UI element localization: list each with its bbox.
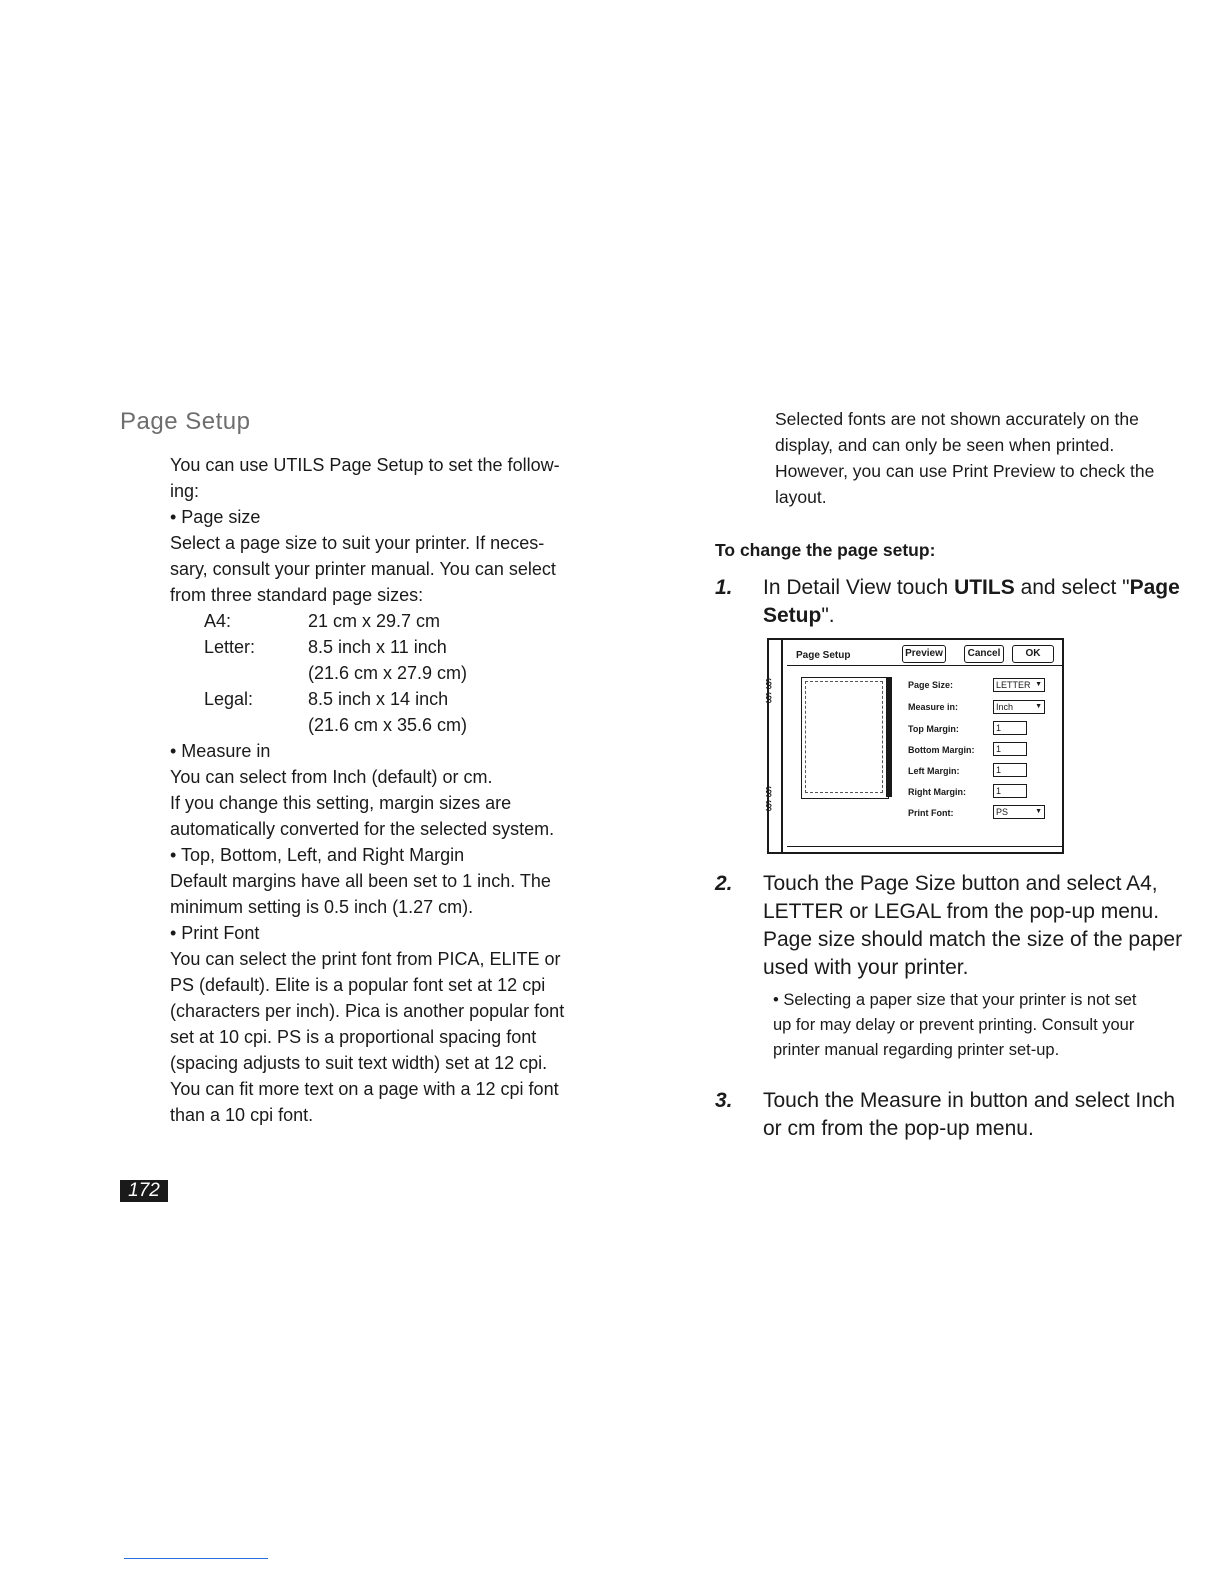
ring-icon: § [765, 676, 773, 691]
size-value: 8.5 inch x 14 inch [308, 689, 449, 709]
step-line: used with your printer. [763, 956, 969, 979]
page-size-label: Page Size: [908, 680, 954, 690]
bullet-font: • Print Font [170, 923, 260, 943]
size-value: 21 cm x 29.7 cm [308, 611, 441, 631]
note-line: Selected fonts are not shown accurately on the [775, 409, 1139, 429]
step-note [773, 988, 1203, 1063]
size-row-letter [204, 634, 620, 660]
bullet-margins: • Top, Bottom, Left, and Right Margin [170, 845, 465, 865]
chevron-down-icon: ▼ [1035, 703, 1042, 710]
note-line: • Selecting a paper size that your printer is not set [773, 991, 1137, 1009]
note-line: up for may delay or prevent printing. Consult your [773, 1016, 1135, 1034]
page-size-select[interactable] [993, 678, 1045, 692]
right-margin-input[interactable]: 1 [993, 784, 1027, 798]
step-1 [715, 574, 1203, 630]
measure-in-label: Measure in: [908, 702, 959, 712]
step-2 [715, 870, 1203, 1063]
size-value-metric: (21.6 cm x 27.9 cm) [308, 663, 468, 683]
margins-desc: Default margins have all been set to 1 inch. The [170, 871, 551, 891]
left-margin-label: Left Margin: [908, 766, 960, 776]
footer-rule [124, 1558, 268, 1559]
measure-in-select[interactable] [993, 700, 1045, 714]
margins-desc: minimum setting is 0.5 inch (1.27 cm). [170, 897, 474, 917]
field-value: LETTER [996, 680, 1031, 690]
print-font-label: Print Font: [908, 808, 954, 818]
page-size-desc: from three standard page sizes: [170, 585, 424, 605]
step-number: 3. [715, 1089, 733, 1112]
step-text-part: and select " [1014, 576, 1130, 599]
bullet-measure: • Measure in [170, 741, 271, 761]
step-line: or cm from the pop-up menu. [763, 1117, 1034, 1140]
step-line: LETTER or LEGAL from the pop-up menu. [763, 900, 1160, 923]
field-value: Inch [996, 702, 1014, 712]
size-spacer [204, 660, 308, 686]
screen-divider [787, 665, 1062, 666]
size-value-metric: (21.6 cm x 35.6 cm) [308, 715, 468, 735]
screen-title: Page Setup [796, 650, 851, 661]
ring-icon: § [765, 784, 773, 799]
ring-icon: § [765, 798, 773, 813]
intro-line: ing: [170, 481, 200, 501]
step-bold: Page Setup [763, 576, 1180, 627]
chevron-down-icon: ▼ [1035, 808, 1042, 815]
step-text [763, 1087, 1203, 1143]
size-name: A4: [204, 611, 232, 631]
bullet-page-size: • Page size [170, 507, 261, 527]
preview-button[interactable]: Preview [902, 645, 946, 663]
screen-bottom-rule [787, 846, 1062, 847]
cancel-button[interactable]: Cancel [964, 645, 1004, 663]
font-note [775, 406, 1205, 510]
top-margin-input[interactable]: 1 [993, 721, 1027, 735]
measure-desc: If you change this setting, margin sizes are [170, 793, 512, 813]
font-desc: PS (default). Elite is a popular font set at 12 cpi [170, 975, 546, 995]
size-name: Letter: [204, 637, 256, 657]
size-row-letter-metric [204, 660, 620, 686]
notebook-spine [767, 638, 783, 854]
step-bold: UTILS [954, 576, 1015, 599]
note-line: However, you can use Print Preview to check the [775, 461, 1155, 481]
size-row-legal [204, 686, 620, 712]
size-name: Legal: [204, 689, 254, 709]
page-number: 172 [120, 1180, 168, 1202]
font-desc: You can fit more text on a page with a 12 cpi font [170, 1079, 559, 1099]
size-list [204, 608, 620, 738]
measure-desc: automatically converted for the selected system. [170, 819, 555, 839]
section-title: Page Setup [120, 408, 251, 435]
size-row-a4 [204, 608, 620, 634]
right-margin-label: Right Margin: [908, 787, 966, 797]
size-row-legal-metric [204, 712, 620, 738]
left-column [170, 452, 620, 1128]
font-desc: (characters per inch). Pica is another popular font [170, 1001, 565, 1021]
bottom-margin-input[interactable]: 1 [993, 742, 1027, 756]
step-line: Touch the Measure in button and select Inch [763, 1089, 1176, 1112]
note-line: printer manual regarding printer set-up. [773, 1041, 1060, 1059]
procedure-heading: To change the page setup: [715, 540, 936, 560]
page-size-desc: sary, consult your printer manual. You can select [170, 559, 556, 579]
note-line: layout. [775, 487, 827, 507]
chevron-down-icon: ▼ [1035, 681, 1042, 688]
size-value: 8.5 inch x 11 inch [308, 637, 447, 657]
step-number: 1. [715, 576, 733, 599]
intro-line: You can use UTILS Page Setup to set the follow- [170, 455, 560, 475]
bottom-margin-label: Bottom Margin: [908, 745, 975, 755]
size-spacer [204, 712, 308, 738]
top-margin-label: Top Margin: [908, 724, 959, 734]
step-line: Touch the Page Size button and select A4, [763, 872, 1158, 895]
step-text [763, 870, 1203, 1063]
font-desc: than a 10 cpi font. [170, 1105, 314, 1125]
font-desc: (spacing adjusts to suit text width) set at 12 cpi. [170, 1053, 548, 1073]
print-font-select[interactable] [993, 805, 1045, 819]
ring-icon: § [765, 690, 773, 705]
step-text [763, 574, 1203, 630]
note-line: display, and can only be seen when printed. [775, 435, 1115, 455]
field-value: PS [996, 807, 1009, 817]
step-3 [715, 1087, 1203, 1143]
step-text-part: In Detail View touch [763, 576, 955, 599]
page-size-desc: Select a page size to suit your printer. If neces- [170, 533, 545, 553]
step-line: Page size should match the size of the paper [763, 928, 1183, 951]
ok-button[interactable]: OK [1012, 645, 1054, 663]
step-number: 2. [715, 872, 733, 895]
font-desc: You can select the print font from PICA, ELITE or [170, 949, 561, 969]
step-text-part: ". [821, 604, 835, 627]
left-margin-input[interactable]: 1 [993, 763, 1027, 777]
page-shadow [886, 677, 892, 797]
margin-guides [805, 681, 883, 793]
font-desc: set at 10 cpi. PS is a proportional spacing font [170, 1027, 537, 1047]
measure-desc: You can select from Inch (default) or cm. [170, 767, 493, 787]
